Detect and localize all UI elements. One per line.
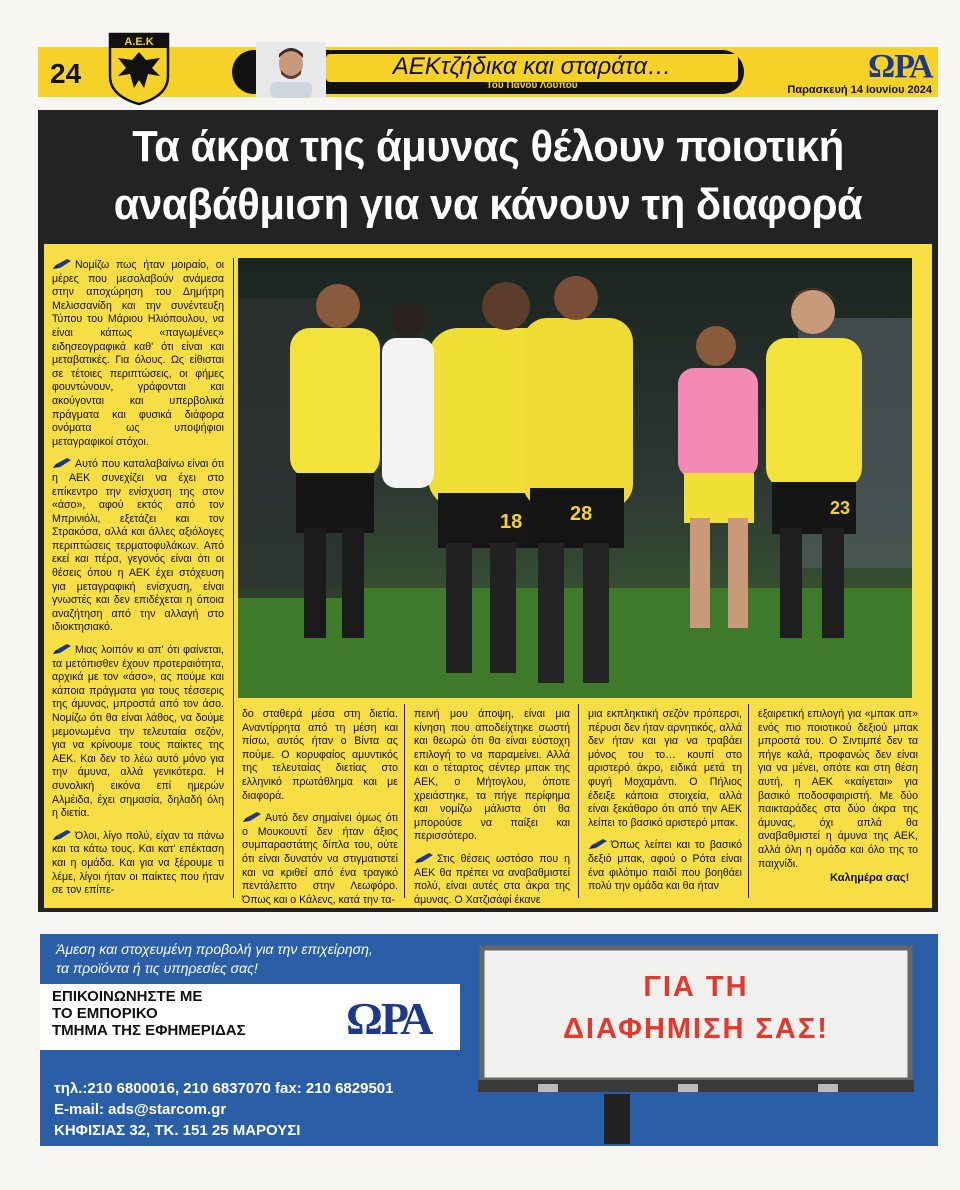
pen-icon — [52, 829, 72, 841]
headline-line-1: Τα άκρα της άμυνας θέλουν ποιοτική — [132, 122, 844, 171]
pen-icon — [52, 258, 72, 270]
paragraph: Νομίζω πως ήταν μοιραίο, οι μέρες που μεσολαβούν ανάμεσα στην αποχώρηση του Δημήτρη Μελισσανίδη και την συνέντευξη Τύπου του Μάριου Ηλιόπουλου, να είναι κάπως «παγωμένες» ειδησεογραφικά καθ' ότι είναι και μεταβατικές. Για όλους. Ως είθισται σε τέτοιες περιπτώσεις, οι φήμες φουντώνουν, γράφονται και ακούγονται και υπερβολικά πράγματα και φυσικά διάφορα ονόματα ως υποψήφιοι μεταγραφικοί στόχοι. — [52, 259, 224, 448]
article-column-4 — [588, 708, 742, 902]
column-divider — [578, 704, 579, 898]
page-number: 24 — [50, 58, 82, 89]
jersey-number: 28 — [570, 503, 593, 525]
jersey-number: 23 — [830, 498, 851, 518]
team-celebration-photo — [238, 258, 912, 698]
column-divider — [404, 704, 405, 898]
pen-icon — [52, 457, 72, 469]
column-title: ΑΕΚτζήδικα και σταράτα… — [392, 53, 672, 80]
paragraph: Όλοι, λίγο πολύ, είχαν τα πάνω και τα κάτω τους. Και κατ' επέκταση και η ομάδα. Και για να ξέρουμε τι λέμε, λίγοι ήταν οι παίκτες που ήταν σε τον επίπε- — [52, 829, 224, 897]
jersey-number: 18 — [500, 511, 523, 533]
ad-tagline: Άμεση και στοχευμένη προβολή για την επιχείρηση, τα προϊόντα ή τις υπηρεσίες σας! — [56, 941, 373, 976]
headline-line-2: αναβάθμιση για να κάνουν τη διαφορά — [113, 180, 863, 229]
article-column-2 — [242, 708, 398, 915]
paragraph: Αυτό που καταλαβαίνω είναι ότι η ΑΕΚ συνεχίζει να έχει στο επίκεντρο την ενίσχυση της στον «άσο», αφού εκτός από τον Μπρινιόλι, εξετάζει και τον Στρακόσα, αλλά και άλλες αξιόλογες περιπτώσεις τερματοφυλάκων. Από εκεί και πέρα, γεγονός είναι ότι οι θέσεις όπου η ΑΕΚ έχει στόχευση για μεταγραφική ενίσχυση, είναι γνωστές και δεν επιδέχεται η όποια αναζήτηση από την αλλαγή στο ιδιοκτησιακό. — [52, 458, 224, 634]
paragraph: πεινή μου άποψη, είναι μια κίνηση που αποδείχτηκε σωστή και θεωρώ ότι θα είναι εύστοχη επιλογή το να παραμείνει. Αλλά και ο τέταρτος σέντερ μπακ της ΑΕΚ, ο Μήτογλου, όποτε χρειάστηκε, τα πήγε περίφημα και νομίζω μάλιστα ότι θα μπορούσε να παίξει και περισσότερο. — [414, 708, 570, 843]
ad-address: ΚΗΦΙΣΙΑΣ 32, ΤΚ. 151 25 ΜΑΡΟΥΣΙ — [54, 1122, 301, 1139]
article-column-1 — [52, 258, 224, 906]
paragraph: Μιας λοιπόν κι απ' ότι φαίνεται, τα μετόπισθεν έχουν προτεραιότητα, αρχικά με τον «άσο», ας πούμε και κάποια πράγματα για τους τέσσερις της άμυνας, μπροστά από τον άσο. Νομίζω ότι θα είναι λάθος, να δούμε μεμονωμένα την τελευταία σεζόν, για να κρίνουμε τους παίκτες της ΑΕΚ. Και δεν το λέω αυτό μόνο για την άμυνα, αλλά γενικότερα. Η συνολική εικόνα επί ημερών Αλμέιδα, έχει σημασία, δηλαδή όλη η διετία. — [52, 644, 224, 820]
article-column-3 — [414, 708, 570, 915]
paragraph: Στις θέσεις ωστόσο που η ΑΕΚ θα πρέπει να αναβαθμιστεί πολύ, είναι αυτές στα άκρα της άμυνας. Ο Χατζισάφί έκανε — [414, 852, 570, 906]
headline — [61, 118, 916, 234]
paragraph: Αυτό δεν σημαίνει όμως ότι ο Μουκουντί δεν ήταν άξιος συμπαραστάτης δίπλα του, ούτε ότι είναι δυνατόν να στιγματιστεί και να κριθεί από ένα τραγικό πεντάλεπτο στην Λεωφόρο. Όπως και ο Κάλενς, κατά την τα- — [242, 812, 398, 906]
article-column-5 — [758, 708, 918, 879]
pen-icon — [52, 643, 72, 655]
aek-crest-icon — [106, 30, 172, 106]
issue-date: Παρασκευή 14 Ιουνίου 2024 — [787, 84, 932, 96]
paragraph: μια εκπληκτική σεζόν πρόπερσι, πέρυσι δεν ήταν αρνητικός, αλλά δεν ήταν και για να τραβάει μόνος του το… κουπί στο αριστερό άκρο, ειδικά μετά τη φυγή Μοχαμάντι. Ο Πήλιος έδειξε κάποια στοιχεία, αλλά είναι ξεκάθαρο ότι από την ΑΕΚ λείπει το βασικό αριστερό μπακ. — [588, 708, 742, 829]
pen-icon — [588, 838, 608, 850]
column-divider — [748, 704, 749, 898]
column-author: Του Πάνου Λούπου — [486, 80, 578, 91]
ad-contact-details — [54, 1078, 393, 1141]
pen-icon — [242, 811, 262, 823]
ad-contact-heading: ΕΠΙΚΟΙΝΩΝΗΣΤΕ ΜΕ ΤΟ ΕΜΠΟΡΙΚΟ ΤΜΗΜΑ ΤΗΣ ΕΦΗΜΕΡΙΔΑΣ — [52, 988, 246, 1039]
pen-icon — [414, 852, 434, 864]
author-portrait — [256, 42, 326, 98]
paragraph: εξαιρετική επιλογή για «μπακ απ» ενός πιο ποιοτικού δεξιού μπακ μπροστά του. Ο Σιντιμπέ δεν τα πήγε καλά, προφανώς δεν είναι για να μένει, οπότε και στη θέση αυτή, η ΑΕΚ «καίγεται» για βασικό ποδοσφαιριστή. Με δύο παικταράδες στα δύο άκρα της άμυνας, όχι απλά θα αναβαθμιστεί η άμυνα της ΑΕΚ, αλλά όλη η ομάδα και όλο της το παιχνίδι. — [758, 708, 918, 870]
newspaper-logo: ΩΡΑ — [868, 48, 933, 85]
column-divider — [233, 258, 234, 898]
ad-newspaper-logo: ΩΡΑ — [346, 993, 432, 1044]
paragraph: Όπως λείπει και το βασικό δεξιό μπακ, αφού ο Ρότα είναι ένα φιλότιμο παιδί που βοηθάει πολύ την ομάδα και θα ήταν — [588, 839, 742, 893]
crest-label: Α.Ε.Κ — [124, 36, 154, 48]
paragraph: δο σταθερά μέσα στη διετία. Αναντίρρητα από τη μέση και πίσω, αυτός ήταν ο Βίντα ας πούμε. Ο κορυφαίος αμυντικός της τελευταίας διετίας στο ελληνικό πρωτάθλημα και με διαφορά. — [242, 708, 398, 802]
ad-phones: τηλ.:210 6800016, 210 6837070 fax: 210 6829501 — [54, 1080, 394, 1097]
signoff: Καλημέρα σας! — [830, 872, 910, 884]
ad-email: E-mail: ads@starcom.gr — [54, 1101, 227, 1118]
billboard-text: ΓΙΑ ΤΗ ΔΙΑΦΗΜΙΣΗ ΣΑΣ! — [563, 971, 829, 1045]
